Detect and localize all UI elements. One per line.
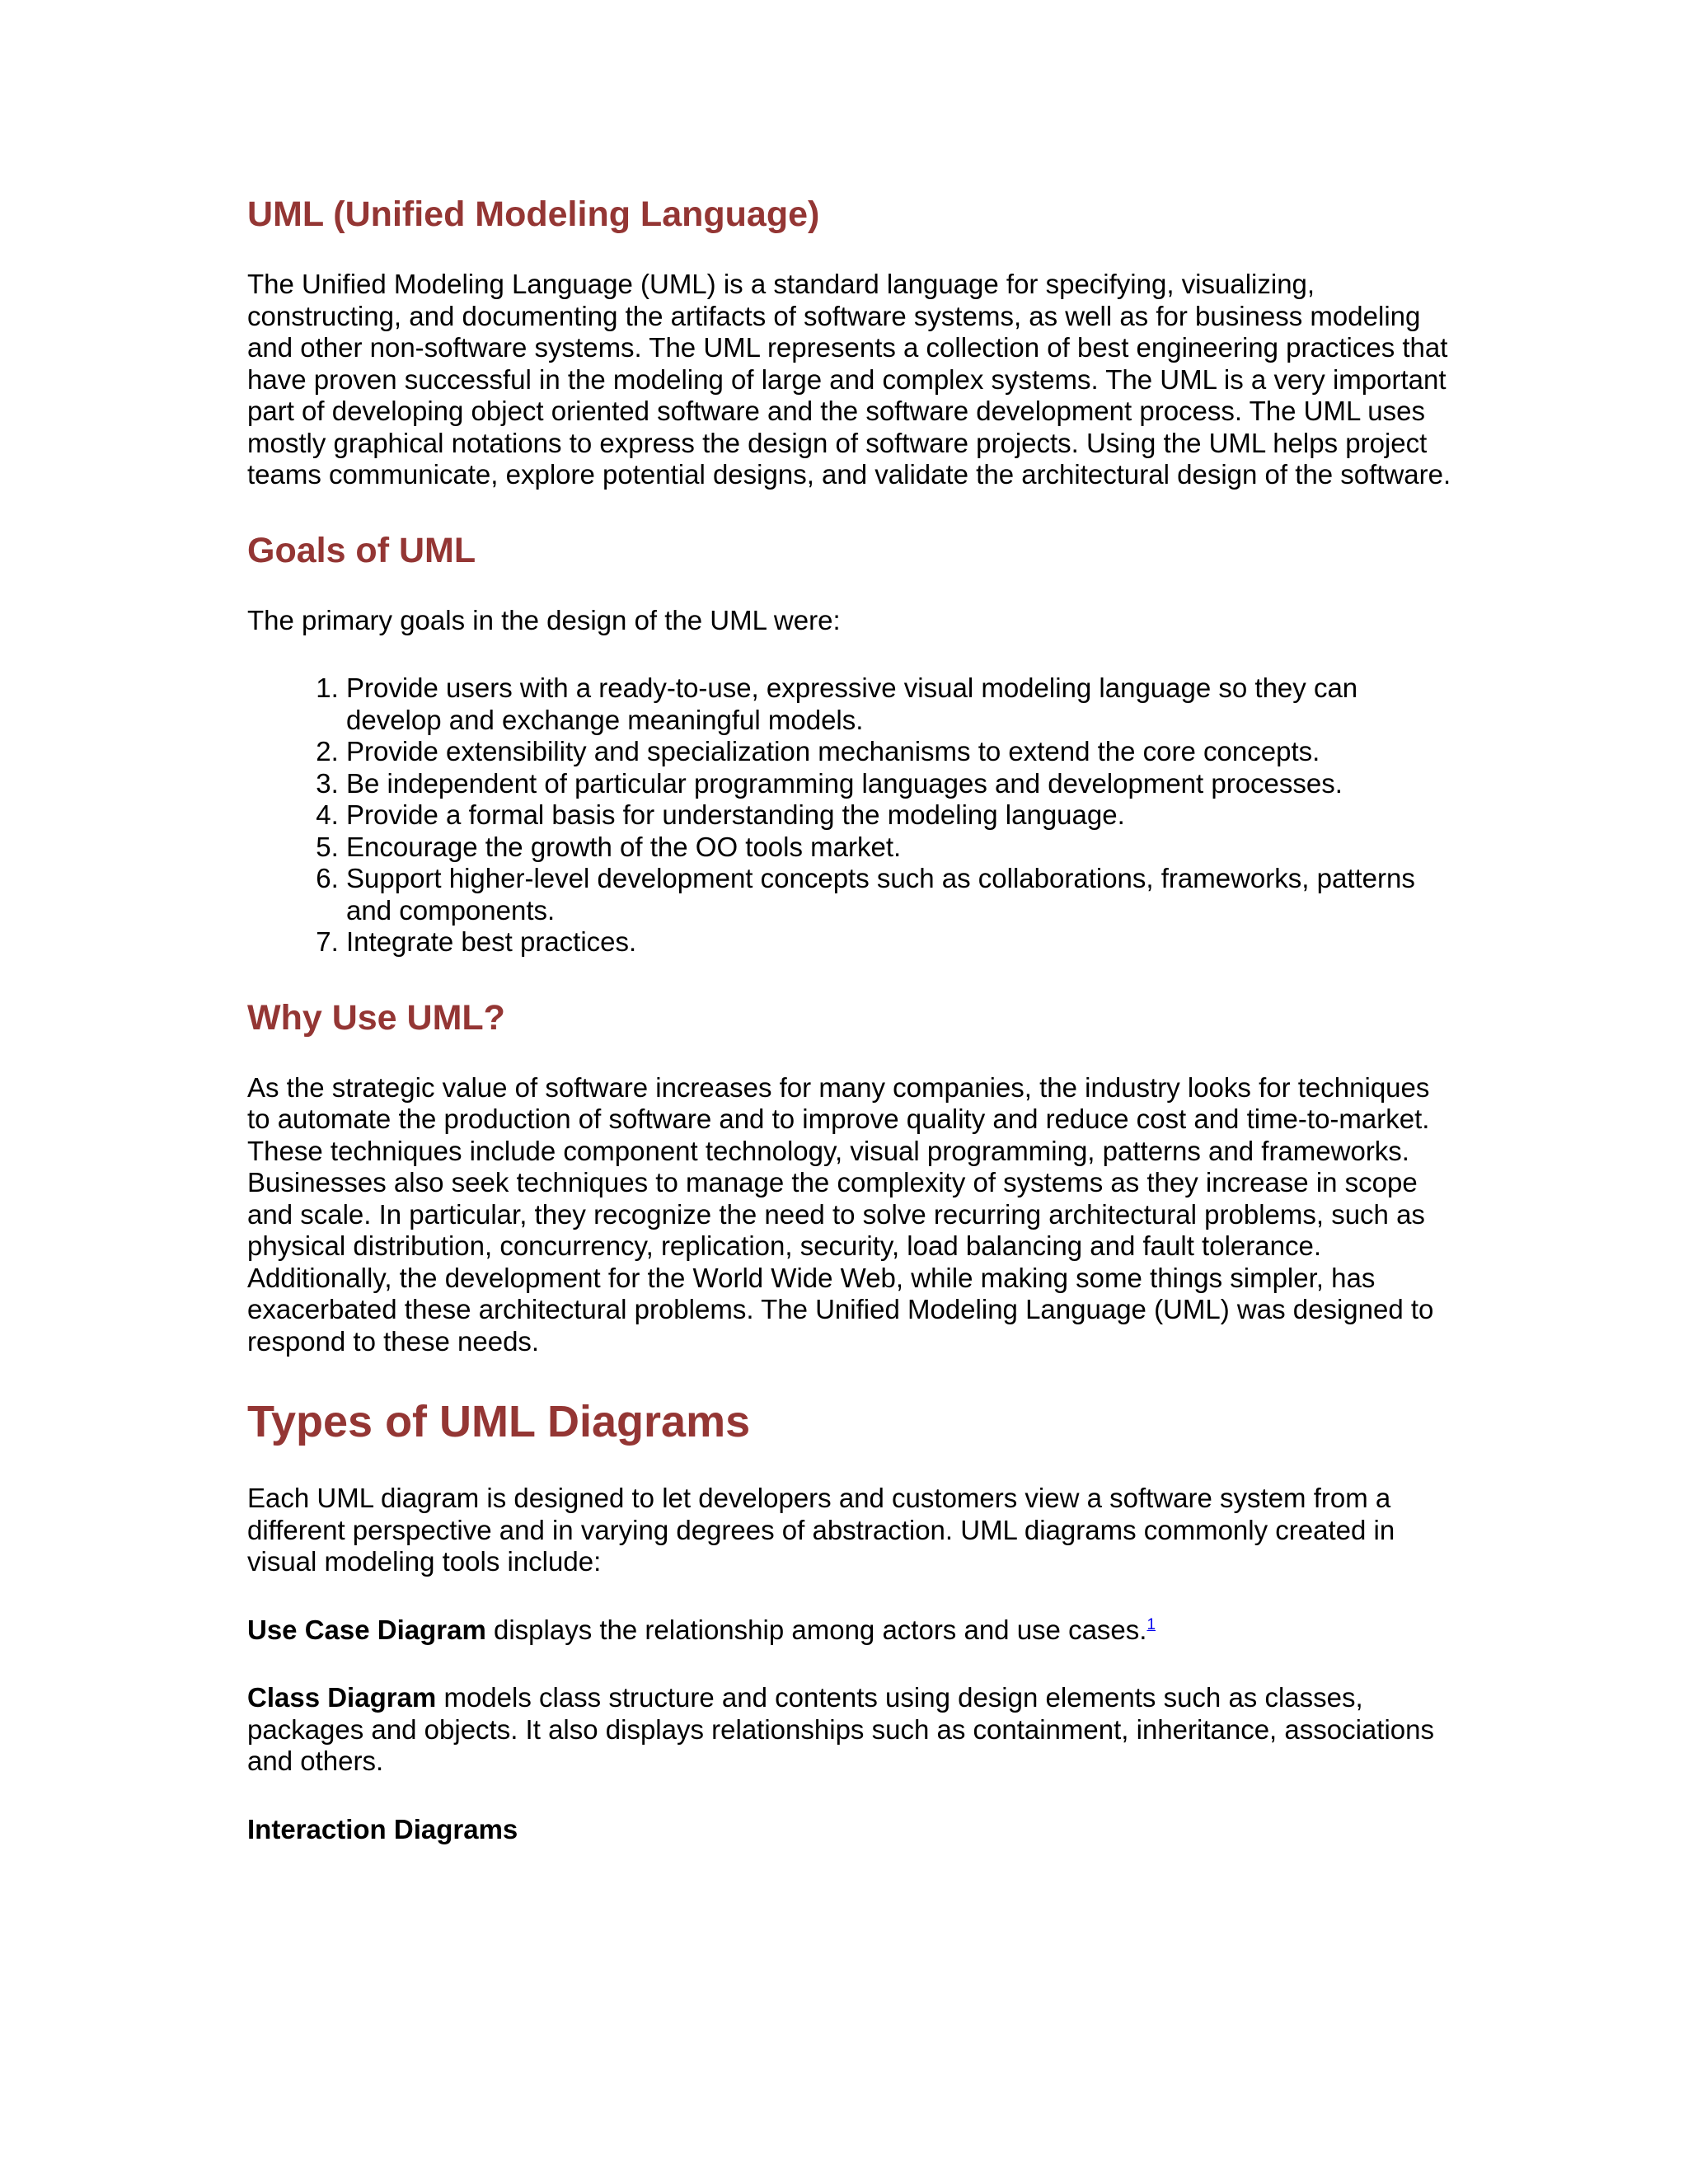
use-case-description: displays the relationship among actors and use cases. bbox=[485, 1614, 1147, 1645]
term-class-diagram: Class Diagram bbox=[247, 1682, 437, 1713]
paragraph-use-case-diagram bbox=[247, 1615, 1459, 1647]
list-item: 2. Provide extensibility and specialization mechanisms to extend the core concepts. bbox=[346, 736, 1459, 768]
footnote-link[interactable]: 1 bbox=[1146, 1615, 1156, 1633]
paragraph-types-intro: Each UML diagram is designed to let developers and customers view a software system from a different perspective and in varying degrees of abstraction. UML diagrams commonly created in visual modeling tools include: bbox=[247, 1483, 1395, 1577]
class-diagram-description: models class structure and contents using design elements such as classes, packages and objects. It also displays relationships such as containment, inheritance, associations and others. bbox=[247, 1682, 1434, 1776]
goals-list bbox=[247, 673, 1459, 958]
list-item: 4. Provide a formal basis for understanding the modeling language. bbox=[346, 799, 1459, 832]
paragraph-interaction-diagrams bbox=[247, 1814, 1459, 1846]
document-page bbox=[247, 191, 1459, 1845]
heading-uml: UML (Unified Modeling Language) bbox=[247, 194, 820, 234]
term-use-case-diagram: Use Case Diagram bbox=[247, 1614, 486, 1645]
paragraph-class-diagram bbox=[247, 1682, 1459, 1778]
list-item: 5. Encourage the growth of the OO tools market. bbox=[346, 832, 1459, 864]
heading-why-use-uml: Why Use UML? bbox=[247, 997, 505, 1038]
list-item: 3. Be independent of particular programming languages and development processes. bbox=[346, 768, 1459, 800]
list-item: 1. Provide users with a ready-to-use, expressive visual modeling language so they can develop and exchange meaningful models. bbox=[346, 673, 1459, 736]
heading-goals: Goals of UML bbox=[247, 530, 476, 570]
list-item: 7. Integrate best practices. bbox=[346, 926, 1459, 958]
heading-types-of-uml-diagrams: Types of UML Diagrams bbox=[247, 1397, 751, 1446]
paragraph-why-use-uml: As the strategic value of software increases for many companies, the industry looks for techniques to automate the production of software and to improve quality and reduce cost and time-to-market. These techniques include component technology, visual programming, patterns and frameworks. Businesses also seek techniques to manage the complexity of systems as they increase in scope and scale. In particular, they recognize the need to solve recurring architectural problems, such as physical distribution, concurrency, replication, security, load balancing and fault tolerance. Additionally, the development for the World Wide Web, while making some things simpler, has exacerbated these architectural problems. The Unified Modeling Language (UML) was designed to respond to these needs. bbox=[247, 1071, 1434, 1357]
paragraph-goals-intro: The primary goals in the design of the UML were: bbox=[247, 604, 841, 635]
list-item: 6. Support higher-level development concepts such as collaborations, frameworks, patterns and components. bbox=[346, 863, 1459, 926]
paragraph-uml-intro: The Unified Modeling Language (UML) is a standard language for specifying, visualizing, constructing, and documenting the artifacts of software systems, as well as for business modeling and other non-software systems. The UML represents a collection of best engineering practices that have proven successful in the modeling of large and complex systems. The UML is a very important part of developing object oriented software and the software development process. The UML uses mostly graphical notations to express the design of software projects. Using the UML helps project teams communicate, explore potential designs, and validate the architectural design of the software. bbox=[247, 269, 1451, 490]
term-interaction-diagrams: Interaction Diagrams bbox=[247, 1813, 518, 1844]
